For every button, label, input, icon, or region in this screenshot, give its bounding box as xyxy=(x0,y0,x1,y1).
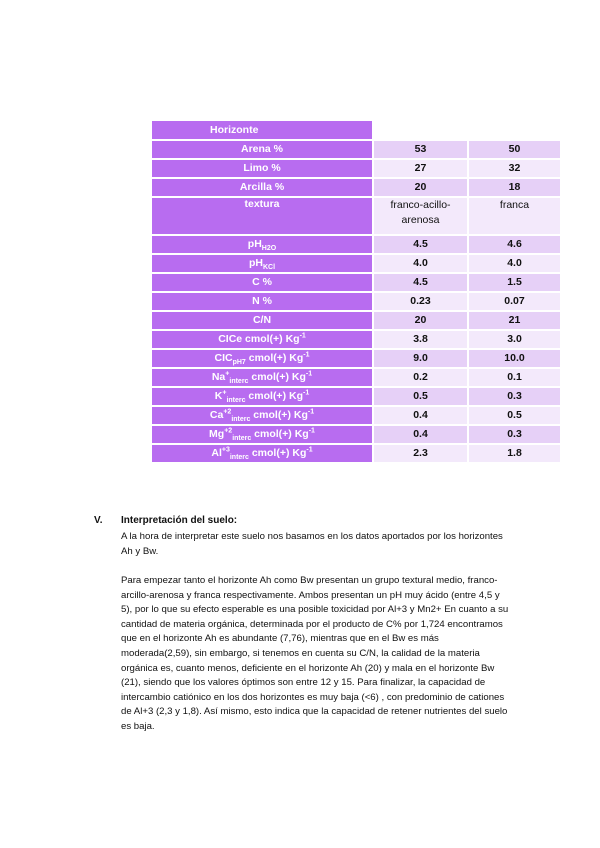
row-value-cicph7-v2: 10.0 xyxy=(468,349,561,368)
row-value-ca-v1: 0.4 xyxy=(373,406,468,425)
table-row-ca xyxy=(151,406,561,425)
row-value-na-v2: 0.1 xyxy=(468,368,561,387)
row-label-na xyxy=(151,368,373,387)
table-row-k xyxy=(151,387,561,406)
row-value-ph-h2o-v2: 4.6 xyxy=(468,235,561,254)
row-label-subscript: interc xyxy=(229,454,249,462)
row-value-arcilla-v2: 18 xyxy=(468,178,561,197)
row-label-text: K xyxy=(214,390,223,402)
table-row-cicph7 xyxy=(151,349,561,368)
row-label-subscript: interc xyxy=(232,435,252,443)
row-label-ph-kcl xyxy=(151,254,373,273)
row-value-limo-v2: 32 xyxy=(468,159,561,178)
header-label: Horizonte xyxy=(151,120,373,140)
row-label-text: textura xyxy=(244,198,280,210)
row-value-textura-v2: franca xyxy=(468,197,561,235)
table-row-mg xyxy=(151,425,561,444)
row-label-exponent: -1 xyxy=(306,446,313,454)
row-label-charge: + xyxy=(222,389,227,397)
row-label-text: Arcilla % xyxy=(239,181,285,193)
row-label-text: C/N xyxy=(252,314,272,326)
row-label-text: Arena % xyxy=(240,143,283,155)
table-row-ph-kcl xyxy=(151,254,561,273)
row-value-al-v1: 2.3 xyxy=(373,444,468,463)
row-label-subscript: interc xyxy=(229,378,249,386)
row-value-ph-kcl-v2: 4.0 xyxy=(468,254,561,273)
soil-properties-table xyxy=(150,119,562,464)
row-label-text: N % xyxy=(252,295,272,307)
row-label-unit: cmol(+) Kg xyxy=(248,447,307,459)
row-value-arena-v1: 53 xyxy=(373,140,468,159)
table-header-row xyxy=(151,120,561,140)
header-col2 xyxy=(468,120,561,140)
row-label-c xyxy=(151,273,373,292)
row-label-cn xyxy=(151,311,373,330)
row-label-unit: cmol(+) Kg xyxy=(248,371,306,383)
row-label-unit: cmol(+) Kg xyxy=(250,409,308,421)
table-row-al xyxy=(151,444,561,463)
row-label-subscript: pH7 xyxy=(232,359,246,367)
row-label-subscript: interc xyxy=(231,416,251,424)
row-label-charge: +2 xyxy=(224,427,233,435)
row-label-text: pH xyxy=(247,238,262,250)
row-label-unit: cmol(+) Kg xyxy=(245,390,303,402)
row-label-charge: +2 xyxy=(223,408,232,416)
row-label-arcilla xyxy=(151,178,373,197)
row-label-limo xyxy=(151,159,373,178)
row-label-subscript: interc xyxy=(226,397,246,405)
row-value-mg-v2: 0.3 xyxy=(468,425,561,444)
row-label-charge: + xyxy=(225,370,230,378)
row-label-cice xyxy=(151,330,373,349)
row-label-ph-h2o xyxy=(151,235,373,254)
row-label-text: CICe cmol(+) Kg xyxy=(218,333,300,345)
row-value-textura-v1: franco-acillo-arenosa xyxy=(373,197,468,235)
row-value-mg-v1: 0.4 xyxy=(373,425,468,444)
section-title: Interpretación del suelo: xyxy=(121,515,238,526)
row-label-n xyxy=(151,292,373,311)
row-label-textura xyxy=(151,197,373,235)
row-value-n-v2: 0.07 xyxy=(468,292,561,311)
row-label-exponent: -1 xyxy=(303,351,310,359)
row-label-exponent: -1 xyxy=(299,332,306,340)
row-value-ph-h2o-v1: 4.5 xyxy=(373,235,468,254)
row-label-text: C % xyxy=(252,276,272,288)
row-value-ph-kcl-v1: 4.0 xyxy=(373,254,468,273)
row-value-na-v1: 0.2 xyxy=(373,368,468,387)
row-value-cn-v1: 20 xyxy=(373,311,468,330)
row-value-n-v1: 0.23 xyxy=(373,292,468,311)
table-row-arena xyxy=(151,140,561,159)
table-row-ph-h2o xyxy=(151,235,561,254)
row-label-exponent: -1 xyxy=(302,389,310,397)
row-label-charge: +3 xyxy=(221,446,230,454)
row-value-cice-v1: 3.8 xyxy=(373,330,468,349)
row-value-k-v2: 0.3 xyxy=(468,387,561,406)
row-label-exponent: -1 xyxy=(307,408,315,416)
paragraph-interpretation: Para empezar tanto el horizonte Ah como Bw presentan un grupo textural medio, franco-arcillo-arenosa y franca respectivamente. Ambos presentan un pH muy ácido (entre 4,5 y 5), por lo que su efecto esperable es una posible toxicidad por Al+3 y Mn2+ En cuanto a su cantidad de materia orgánica, determinada por el producto de C% por 1,724 encontramos que en el horizonte Ah es abundante (7,76), mientras que en el Bw es más moderada(2,59), sin embargo, si tenemos en cuenta su C/N, la calidad de la materia orgánica es, cuanto menos, deficiente en el horizonte Ah (20) y mala en el horizonte Bw (21), siendo que los valores óptimos son entre 12 y 15. Para finalizar, la capacidad de intercambio catiónico en los dos horizontes es muy baja (<6) , con predominio de cationes de Al+3 (2,3 y 1,8). Así mismo, esto indica que la capacidad de retener nutrientes del suelo es baja. xyxy=(121,575,509,732)
row-label-subscript: KCl xyxy=(262,264,276,272)
row-value-al-v2: 1.8 xyxy=(468,444,561,463)
row-label-text: Ca xyxy=(209,409,224,421)
table-row-n xyxy=(151,292,561,311)
row-label-al xyxy=(151,444,373,463)
row-label-text: Limo % xyxy=(243,162,281,174)
row-value-k-v1: 0.5 xyxy=(373,387,468,406)
table-row-textura xyxy=(151,197,561,235)
row-label-text: Al xyxy=(211,447,222,459)
row-value-limo-v1: 27 xyxy=(373,159,468,178)
row-value-c-v1: 4.5 xyxy=(373,273,468,292)
row-label-k xyxy=(151,387,373,406)
paragraph-intro: A la hora de interpretar este suelo nos basamos en los datos aportados por los horizontes Ah y Bw. xyxy=(121,531,503,557)
header-col1 xyxy=(373,120,468,140)
row-label-text: pH xyxy=(248,257,263,269)
table-row-arcilla xyxy=(151,178,561,197)
row-label-text: Mg xyxy=(209,428,225,440)
row-label-ca xyxy=(151,406,373,425)
table-row-cn xyxy=(151,311,561,330)
row-label-mg xyxy=(151,425,373,444)
row-label-text: CIC xyxy=(214,352,233,364)
table-row-na xyxy=(151,368,561,387)
row-value-ca-v2: 0.5 xyxy=(468,406,561,425)
row-label-unit: cmol(+) Kg xyxy=(245,352,304,364)
row-label-unit: cmol(+) Kg xyxy=(251,428,309,440)
row-label-subscript: H2O xyxy=(261,245,277,253)
row-value-c-v2: 1.5 xyxy=(468,273,561,292)
row-label-exponent: -1 xyxy=(308,427,315,435)
row-label-arena xyxy=(151,140,373,159)
table-row-c xyxy=(151,273,561,292)
row-label-exponent: -1 xyxy=(305,370,313,378)
row-label-cicph7 xyxy=(151,349,373,368)
table-row-limo xyxy=(151,159,561,178)
row-label-text: Na xyxy=(211,371,226,383)
row-value-cice-v2: 3.0 xyxy=(468,330,561,349)
row-value-cicph7-v1: 9.0 xyxy=(373,349,468,368)
section-number: V. xyxy=(94,515,103,526)
row-value-arena-v2: 50 xyxy=(468,140,561,159)
row-value-arcilla-v1: 20 xyxy=(373,178,468,197)
row-value-cn-v2: 21 xyxy=(468,311,561,330)
table-row-cice xyxy=(151,330,561,349)
